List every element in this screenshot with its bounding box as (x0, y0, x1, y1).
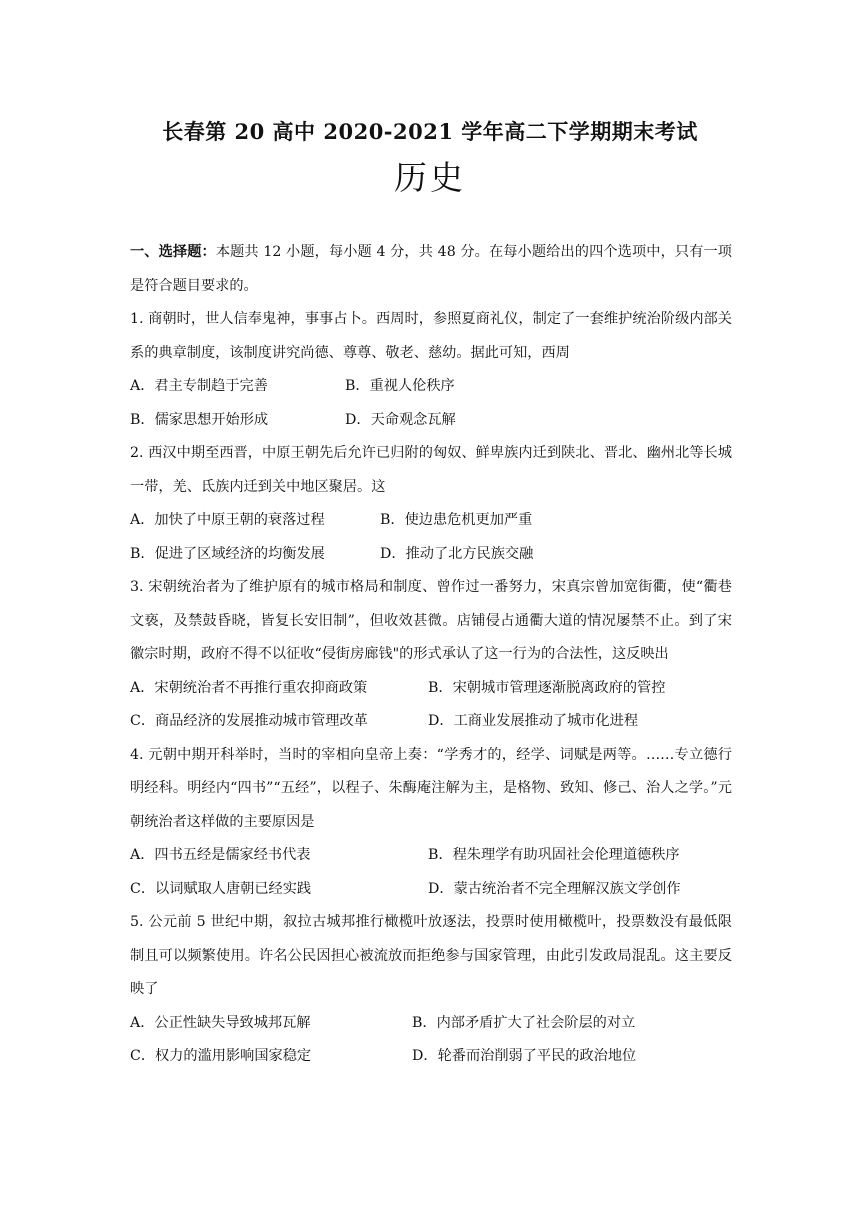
question-5-option-c: C．权力的滥用影响国家稳定 (130, 1048, 312, 1064)
question-2-stem: 2. 西汉中期至西晋，中原王朝先后允许已归附的匈奴、鲜卑族内迁到陕北、晋北、幽州北等长城一带，羌、氐族内迁到关中地区聚居。这 (130, 445, 732, 495)
question-4-option-d: D．蒙古统治者不完全理解汉族文学创作 (428, 880, 681, 897)
question-3-options-row-2 (130, 705, 732, 739)
question-2-option-a: A．加快了中原王朝的衰落过程 (130, 512, 325, 528)
question-4-options-row-2 (130, 873, 732, 907)
question-3-option-a: A．宋朝统治者不再推行重农抑商政策 (130, 679, 368, 696)
question-5-options-row-1 (130, 1007, 732, 1041)
question-5-options-row-2 (130, 1040, 732, 1074)
question-1-stem: 1. 商朝时，世人信奉鬼神，事事占卜。西周时，参照夏商礼仪，制定了一套维护统治阶级内部关系的典章制度，该制度讲究尚德、尊尊、敬老、慈幼。据此可知，西周 (130, 311, 732, 361)
section-instructions (130, 236, 732, 303)
question-2-option-d: D．推动了北方民族交融 (380, 545, 534, 562)
question-3-option-b: B．宋朝城市管理逐渐脱离政府的管控 (428, 679, 666, 696)
question-5-option-d: D．轮番而治削弱了平民的政治地位 (412, 1048, 637, 1064)
question-2-option-b: B．使边患危机更加严重 (380, 512, 533, 528)
question-1-option-c: B．儒家思想开始形成 (130, 411, 269, 428)
section-intro: 本题共 12 小题，每小题 4 分，共 48 分。在每小题给出的四个选项中，只有一项是符合题目要求的。 (130, 244, 732, 294)
subject-title: 历史 (394, 158, 466, 197)
question-1-option-b: B．重视人伦秩序 (345, 378, 455, 394)
exam-title: 长春第 20 高中 2020-2021 学年高二下学期期末考试 (162, 119, 698, 144)
question-4-option-b: B．程朱理学有助巩固社会伦理道德秩序 (428, 847, 680, 863)
question-5-option-b: B．内部矛盾扩大了社会阶层的对立 (412, 1014, 636, 1031)
question-4-option-c: C．以词赋取人唐朝已经实践 (130, 880, 312, 897)
question-1-options-row-1 (130, 370, 732, 404)
question-5-option-a: A．公正性缺失导致城邦瓦解 (130, 1014, 311, 1031)
question-2-option-c: B．促进了区域经济的均衡发展 (130, 545, 325, 562)
question-2-options-row-1 (130, 504, 732, 538)
question-3-option-c: C．商品经济的发展推动城市管理改革 (130, 713, 368, 729)
question-2-options-row-2 (130, 538, 732, 572)
question-4-stem: 4. 元朝中期开科举时，当时的宰相向皇帝上奏：“学秀才的，经学、词赋是两等。……专立德行明经科。明经内“四书”“五经”，以程子、朱酶庵注解为主，是格物、致知、修己、治人之学。”元朝统治者这样做的主要原因是 (130, 746, 732, 830)
question-4-options-row-1 (130, 839, 732, 873)
question-3-stem: 3. 宋朝统治者为了维护原有的城市格局和制度、曾作过一番努力，宋真宗曾加宽街衢，使“衢巷文亵，及禁鼓昏晓，皆复长安旧制”，但收效甚微。店铺侵占通衢大道的情况屡禁不止。到了宋徽宗时期，政府不得不以征收“侵街房廊钱"的形式承认了这一行为的合法性，这反映出 (130, 579, 732, 662)
question-1-option-a: A．君主专制趋于完善 (130, 378, 268, 394)
question-1-options-row-2 (130, 404, 732, 438)
question-3-options-row-1 (130, 672, 732, 706)
question-4-option-a: A．四书五经是儒家经书代表 (130, 847, 311, 863)
exam-content (130, 236, 732, 1074)
question-3-option-d: D．工商业发展推动了城市化进程 (428, 713, 639, 729)
section-heading: 一、选择题： (130, 244, 216, 260)
question-5-stem: 5. 公元前 5 世纪中期，叙拉古城邦推行橄榄叶放逐法，投票时使用橄榄叶，投票数没有最低限制且可以频繁使用。许名公民因担心被流放而拒绝参与国家管理，由此引发政局混乱。这主要反映了 (130, 914, 732, 997)
question-1-option-d: D．天命观念瓦解 (345, 411, 456, 428)
